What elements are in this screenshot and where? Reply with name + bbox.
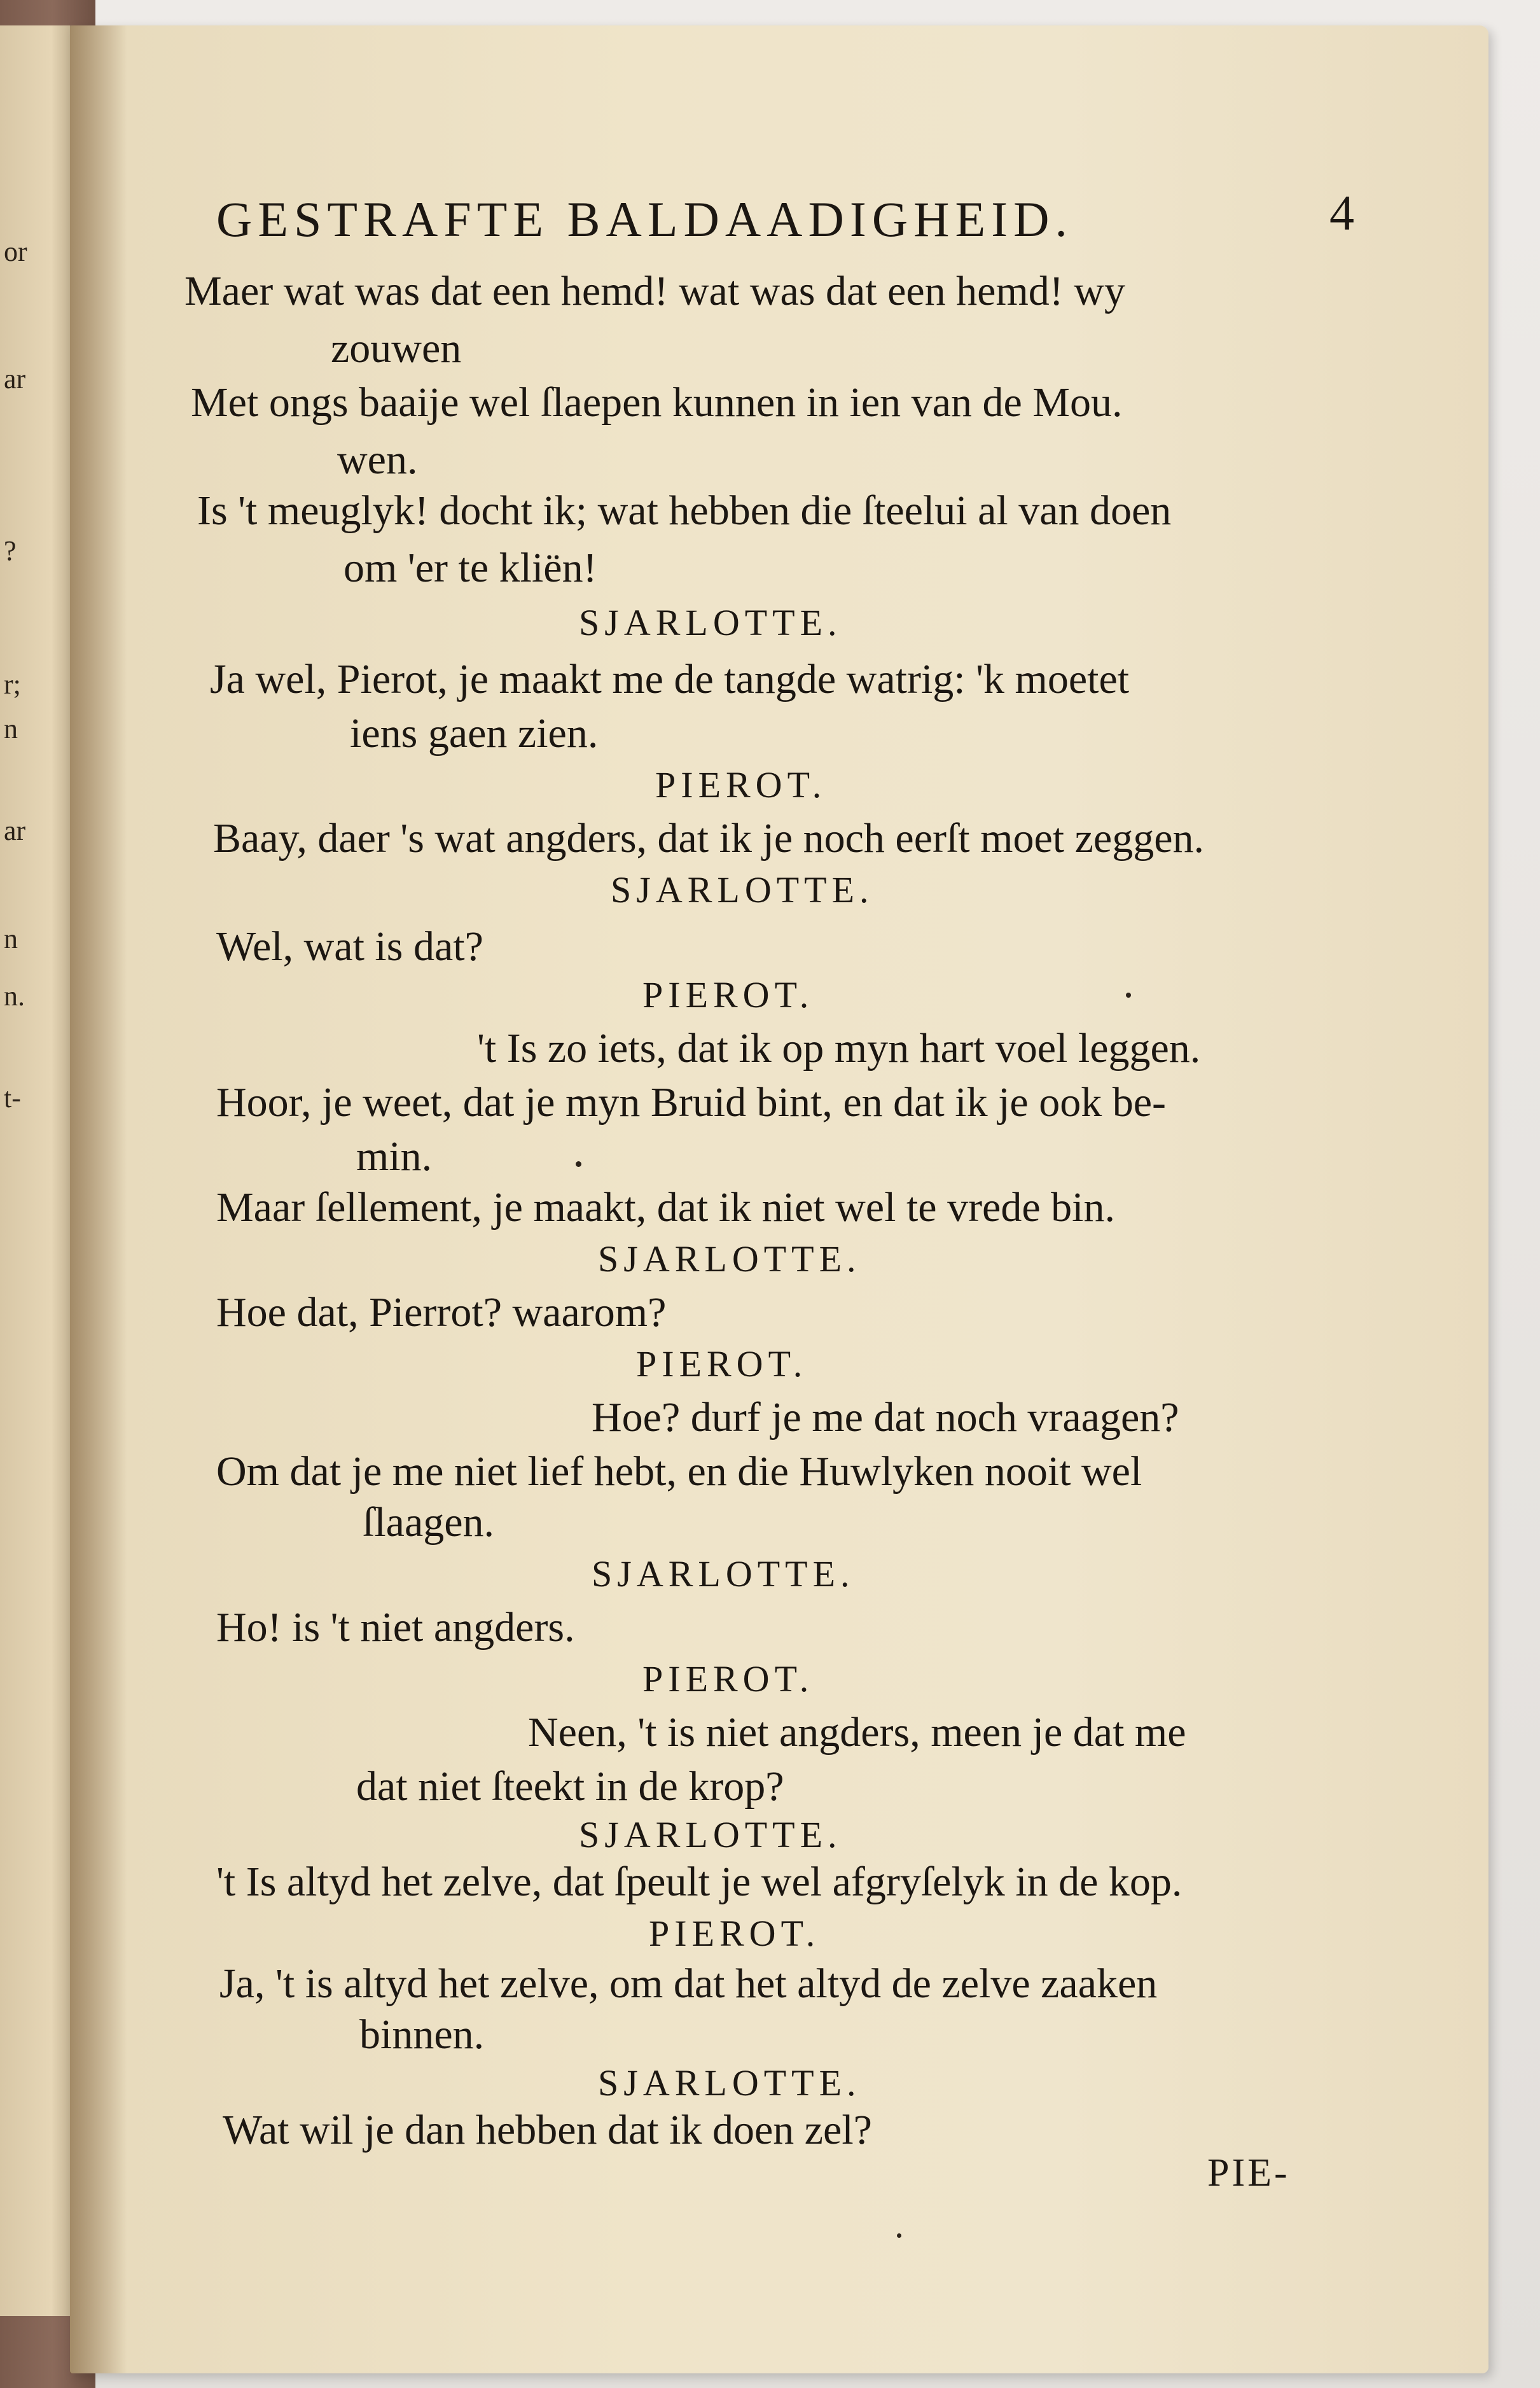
verse-line: 't Is altyd het zelve, dat ſpeult je wel afgryſelyk in de kop. <box>216 1859 1183 1905</box>
verse-line: Ho! is 't niet angders. <box>216 1604 575 1651</box>
verse-line-continuation: min. <box>356 1133 433 1180</box>
verse-line: Hoe? durf je me dat noch vraagen? <box>592 1394 1179 1441</box>
speaker-name: SJARLOTTE. <box>611 869 874 911</box>
running-title: GESTRAFTE BALDAADIGHEID. <box>216 192 1073 247</box>
facing-page-fragment: t- <box>4 1082 21 1114</box>
facing-page-fragment: ar <box>4 363 26 395</box>
verse-line-continuation: ſlaagen. <box>363 1499 495 1546</box>
verse-line: Hoor, je weet, dat je myn Bruid bint, en dat ik je ook be- <box>216 1079 1166 1126</box>
verse-line-continuation: zouwen <box>331 325 462 372</box>
verse-line: Neen, 't is niet angders, meen je dat me <box>528 1709 1186 1756</box>
verse-line: Wat wil je dan hebben dat ik doen zel? <box>223 2107 872 2153</box>
facing-page-fragment: n <box>4 713 18 744</box>
page-gutter-shadow <box>70 25 127 2373</box>
speaker-name: PIEROT. <box>642 974 814 1016</box>
ink-speck <box>1126 993 1131 998</box>
facing-page-fragment: ? <box>4 535 17 566</box>
verse-line: Om dat je me niet lief hebt, en die Huwlyken nooit wel <box>216 1448 1142 1495</box>
verse-line: Hoe dat, Pierrot? waarom? <box>216 1289 667 1336</box>
speaker-name: PIEROT. <box>636 1343 808 1385</box>
verse-line: Wel, wat is dat? <box>216 923 483 970</box>
facing-page-fragment: ar <box>4 815 26 846</box>
speaker-name: SJARLOTTE. <box>598 2062 861 2104</box>
facing-page-edge <box>0 25 73 2316</box>
verse-line: Is 't meuglyk! docht ik; wat hebben die ſteelui al van doen <box>197 487 1172 534</box>
verse-line: 't Is zo iets, dat ik op myn hart voel leggen. <box>477 1025 1201 1072</box>
verse-line: Ja wel, Pierot, je maakt me de tangde watrig: 'k moetet <box>210 656 1130 702</box>
verse-line: Maer wat was dat een hemd! wat was dat een hemd! wy <box>184 268 1125 314</box>
speaker-name: SJARLOTTE. <box>598 1238 861 1280</box>
speaker-name: SJARLOTTE. <box>579 602 842 643</box>
verse-line: Met ongs baaije wel ſlaepen kunnen in ien van de Mou. <box>191 379 1123 426</box>
page-number: 4 <box>1329 185 1354 241</box>
verse-line-continuation: binnen. <box>359 2011 485 2058</box>
facing-page-fragment: n. <box>4 981 25 1012</box>
speaker-name: SJARLOTTE. <box>592 1553 855 1595</box>
facing-page-fragment: n <box>4 923 18 954</box>
ink-speck <box>897 2233 901 2238</box>
speaker-name: PIEROT. <box>655 764 827 806</box>
ink-speck <box>576 1161 581 1167</box>
verse-line-continuation: wen. <box>337 436 418 483</box>
facing-page-fragment: r; <box>4 669 21 700</box>
verse-line: Baay, daer 's wat angders, dat ik je noch eerſt moet zeggen. <box>213 815 1204 862</box>
verse-line: Ja, 't is altyd het zelve, om dat het altyd de zelve zaaken <box>219 1960 1158 2007</box>
speaker-name: PIEROT. <box>642 1658 814 1700</box>
verse-line-continuation: iens gaen zien. <box>350 710 599 757</box>
verse-line: Maar ſellement, je maakt, dat ik niet wel te vrede bin. <box>216 1184 1115 1231</box>
catchword: PIE- <box>1207 2151 1290 2195</box>
verse-line-continuation: om 'er te kliën! <box>343 545 597 591</box>
book-page <box>70 25 1488 2373</box>
verse-line-continuation: dat niet ſteekt in de krop? <box>356 1763 784 1810</box>
speaker-name: SJARLOTTE. <box>579 1814 842 1855</box>
speaker-name: PIEROT. <box>649 1913 821 1954</box>
facing-page-fragment: or <box>4 236 27 267</box>
